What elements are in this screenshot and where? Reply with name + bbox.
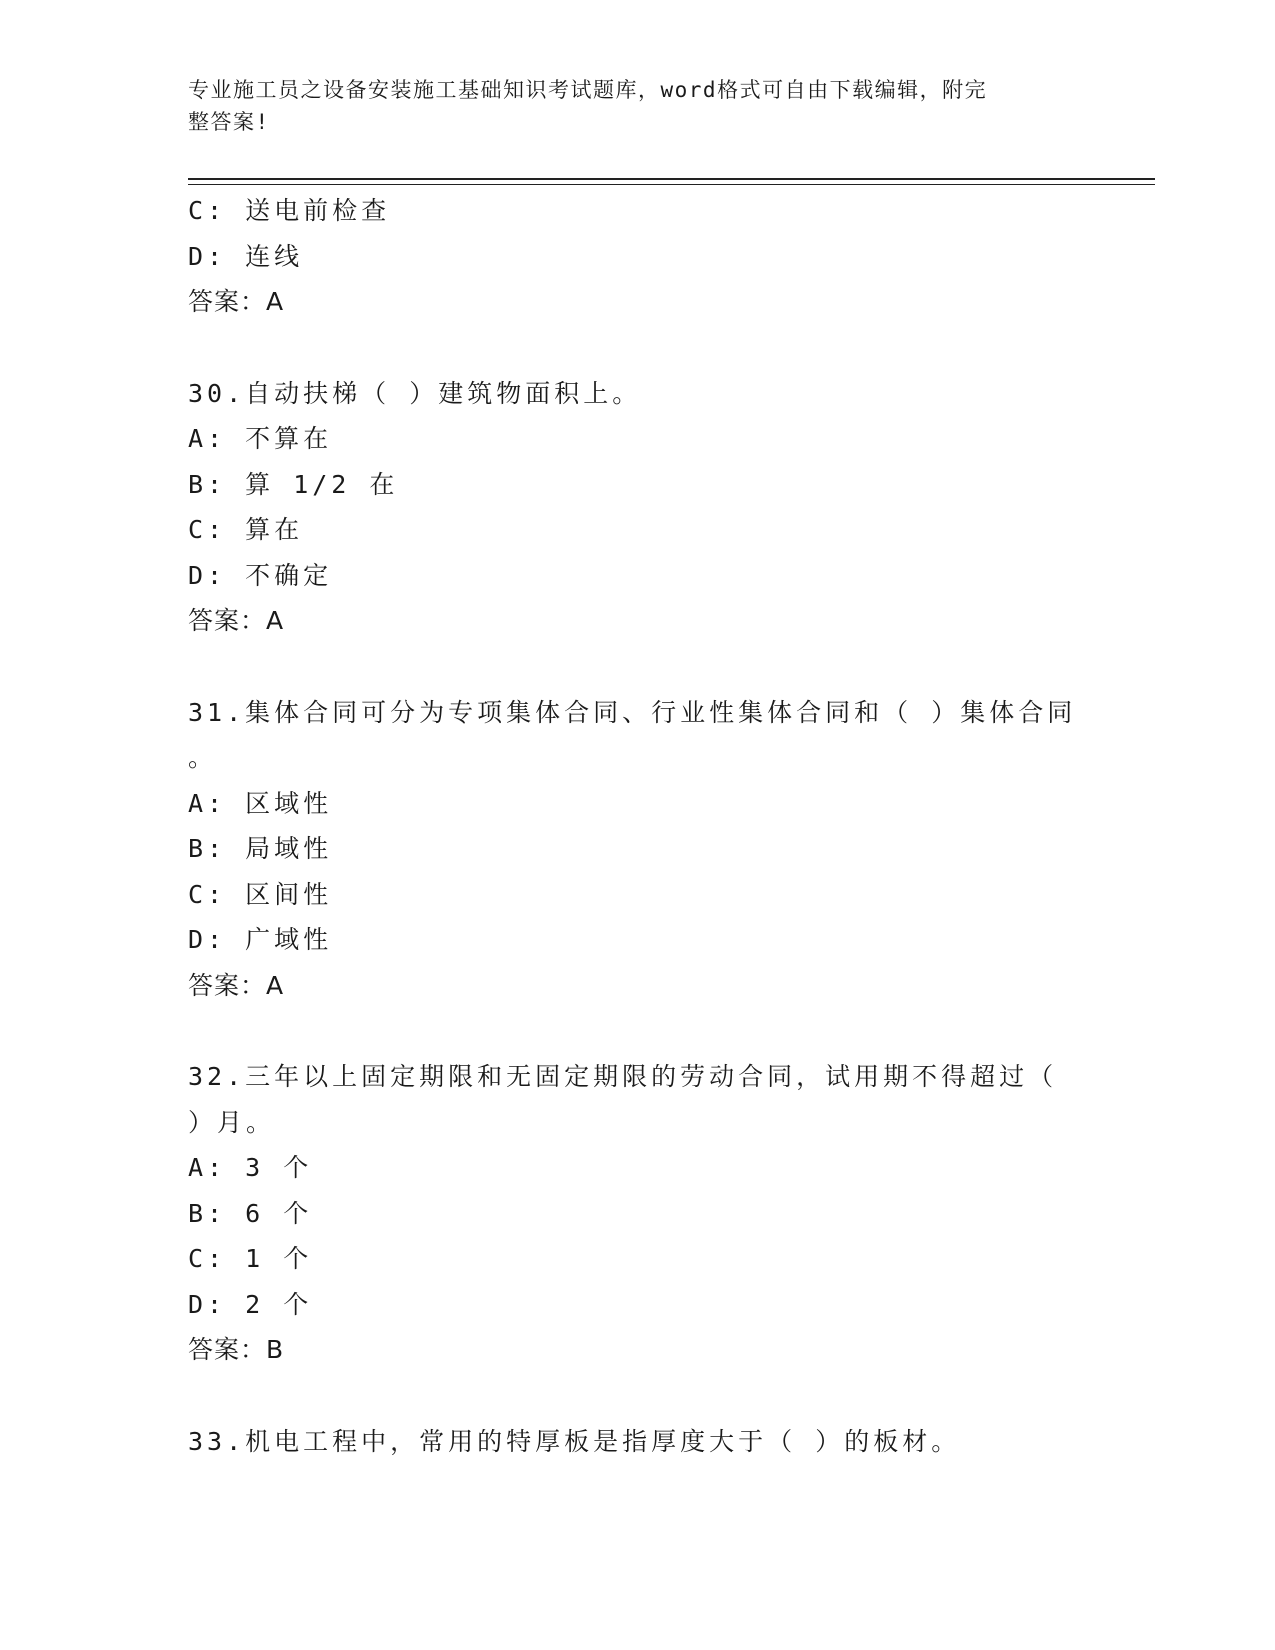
question-stem: 32.三年以上固定期限和无固定期限的劳动合同，试用期不得超过（ (188, 1062, 1058, 1091)
spacer (188, 1008, 1068, 1054)
answer-line: 答案：B (188, 1335, 285, 1364)
spacer (188, 644, 1068, 690)
answer-line: 答案：A (188, 970, 285, 1000)
option-c: C: 区间性 (188, 879, 333, 909)
question-stem: 31.集体合同可分为专项集体合同、行业性集体合同和（ ）集体合同 (188, 697, 1077, 727)
header-line-2: 整答案! (188, 110, 270, 134)
header-line-1: 专业施工员之设备安装施工基础知识考试题库，word格式可自由下载编辑，附完 (188, 78, 988, 102)
question-block (188, 1419, 1068, 1465)
answer-line: 答案：A (188, 606, 285, 635)
option-a: A: 不算在 (188, 424, 333, 453)
option-a: A: 3 个 (188, 1153, 313, 1182)
option-d: D: 不确定 (188, 560, 333, 590)
question-block (188, 1054, 1068, 1373)
option-d: D: 广域性 (188, 925, 333, 954)
question-block (188, 690, 1077, 1009)
option-c: C: 送电前检查 (188, 196, 391, 225)
question-stem-continued: 。 (188, 743, 218, 772)
header-divider-thin (188, 184, 1155, 185)
option-b: B: 6 个 (188, 1198, 313, 1228)
question-block (188, 371, 1068, 644)
document-header (188, 74, 1068, 138)
option-d: D: 2 个 (188, 1289, 313, 1319)
header-divider-thick (188, 178, 1155, 180)
option-b: B: 算 1/2 在 (188, 469, 399, 499)
spacer (188, 325, 1068, 371)
question-list (188, 188, 1077, 1464)
answer-line: 答案：A (188, 287, 285, 316)
option-b: B: 局域性 (188, 834, 333, 863)
option-d: D: 连线 (188, 241, 304, 271)
question-stem: 30.自动扶梯（ ）建筑物面积上。 (188, 378, 642, 408)
question-stem-continued: ）月。 (188, 1107, 276, 1137)
option-c: C: 1 个 (188, 1244, 313, 1273)
question-block (188, 188, 1068, 325)
spacer (188, 1373, 1068, 1419)
option-c: C: 算在 (188, 515, 304, 544)
question-stem: 33.机电工程中，常用的特厚板是指厚度大于（ ）的板材。 (188, 1426, 961, 1456)
option-a: A: 区域性 (188, 788, 333, 818)
